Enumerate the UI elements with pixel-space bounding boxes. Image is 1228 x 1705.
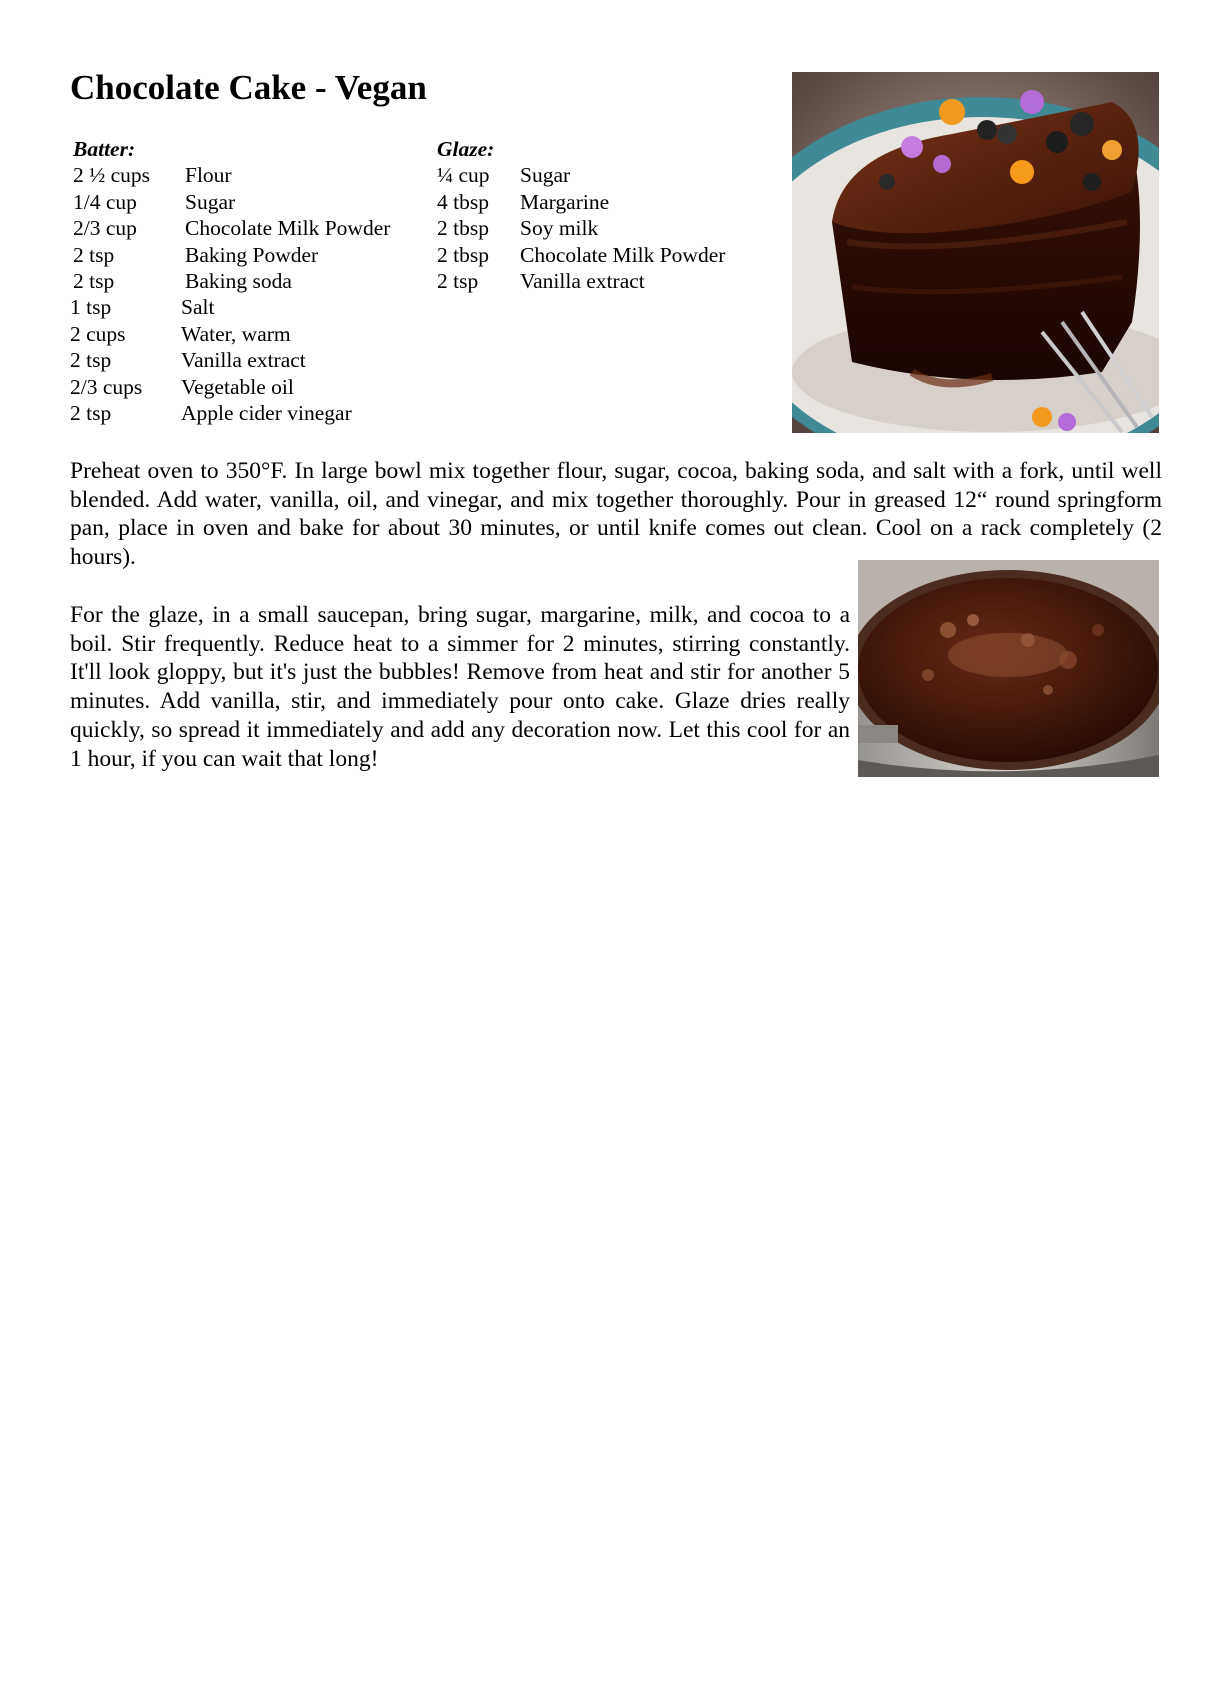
ingredient-name: Water, warm [181,321,291,346]
ingredient-quantity: 1/4 cup [73,189,137,214]
ingredient-quantity: ¼ cup [437,163,490,188]
ingredient-row [73,242,319,268]
ingredient-name: Vanilla extract [520,268,645,293]
ingredient-name: Vegetable oil [181,374,294,399]
batter-label: Batter: [73,137,136,161]
cake-photo-image [792,72,1159,433]
ingredient-quantity: 2/3 cup [73,216,137,241]
ingredient-quantity: 2/3 cups [70,374,143,399]
ingredient-name: Baking soda [185,268,292,293]
ingredient-row [70,347,306,373]
ingredient-name: Sugar [520,163,571,188]
ingredient-name: Chocolate Milk Powder [520,242,726,267]
ingredient-name: Apple cider vinegar [181,400,352,425]
ingredient-row [73,268,292,294]
ingredient-quantity: 1 tsp [70,295,112,320]
ingredient-quantity: 2 tbsp [437,242,489,267]
ingredient-quantity: 2 tsp [437,268,479,293]
ingredient-row [70,400,352,426]
cake-photo [792,72,1159,433]
ingredient-quantity: 2 tbsp [437,216,489,241]
ingredient-name: Salt [181,295,215,320]
ingredient-row [437,242,726,268]
ingredient-name: Flour [185,163,232,188]
glaze-instructions: For the glaze, in a small saucepan, bring sugar, margarine, milk, and cocoa to a boil. Stir frequently. Reduce heat to a simmer for 2 minutes, stirring constantly. It'll look gloppy, but it's just the bubbles! Remove from heat and stir for another 5 minutes. Add vanilla, stir, and immediately pour onto cake. Glaze dries really quickly, so spread it immediately and add any decoration now. Let this cool for an 1 hour, if you can wait that long! [70,602,850,772]
ingredient-row [70,294,215,320]
glaze-ingredients [437,136,726,294]
ingredient-row [73,215,391,241]
batter-ingredients [70,136,391,426]
ingredient-name: Sugar [185,189,236,214]
ingredient-quantity: 2 tsp [70,400,112,425]
ingredient-row [70,321,291,347]
ingredient-quantity: 4 tbsp [437,189,489,214]
glaze-photo [858,560,1159,777]
ingredient-row [73,189,236,215]
ingredient-quantity: 2 cups [70,321,126,346]
ingredient-row [437,162,571,188]
ingredient-row [437,268,645,294]
ingredient-row [70,374,294,400]
ingredient-name: Soy milk [520,216,599,241]
ingredient-name: Vanilla extract [181,348,306,373]
ingredient-quantity: 2 tsp [73,242,115,267]
ingredient-row [73,162,232,188]
ingredient-quantity: 2 ½ cups [73,163,151,188]
ingredient-quantity: 2 tsp [70,348,112,373]
ingredient-name: Margarine [520,189,610,214]
ingredient-row [437,189,610,215]
cake-instructions: Preheat oven to 350°F. In large bowl mix together flour, sugar, cocoa, baking soda, and salt with a fork, until well blended. Add water, vanilla, oil, and vinegar, and mix together thoroughly. Pour in greased 12“ round springform pan, place in oven and bake for about 30 minutes, or until knife comes out clean. Cool on a rack completely (2 hours). [70,458,1162,571]
ingredient-name: Chocolate Milk Powder [185,216,391,241]
ingredient-name: Baking Powder [185,242,319,267]
ingredient-row [437,215,599,241]
glaze-photo-image [858,560,1159,777]
ingredient-quantity: 2 tsp [73,268,115,293]
recipe-title: Chocolate Cake - Vegan [70,68,427,107]
glaze-label: Glaze: [437,137,495,161]
